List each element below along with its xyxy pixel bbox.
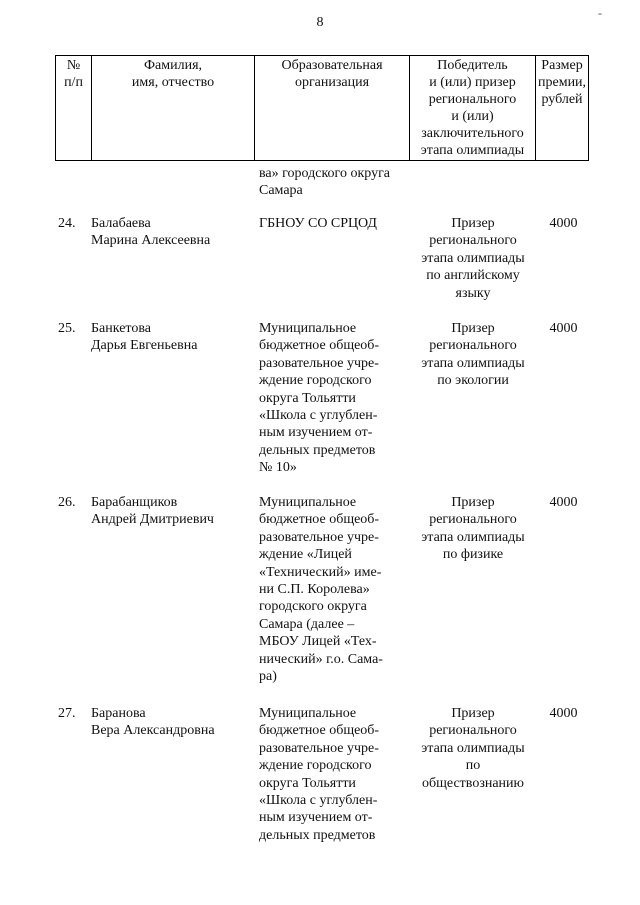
text-line: «Школа с углублен- xyxy=(259,793,378,809)
text-line: ни С.П. Королева» xyxy=(259,582,370,598)
row-organization xyxy=(259,705,407,844)
text-line: этапа олимпиады xyxy=(421,529,525,545)
text-line: Барабанщиков xyxy=(91,495,178,510)
row-organization xyxy=(259,320,407,477)
text-line: Муниципальное xyxy=(259,495,357,510)
header-col-organization xyxy=(255,56,410,161)
text-line: Банкетова xyxy=(91,321,151,336)
text-line: Марина Алексеевна xyxy=(91,233,211,249)
corner-mark: - xyxy=(598,6,602,20)
row-result xyxy=(412,215,534,302)
text-line: организация xyxy=(294,75,370,90)
text-line: ждение городского xyxy=(259,373,372,389)
text-line: обществознанию xyxy=(422,775,524,791)
row-result xyxy=(412,705,534,792)
text-line: дельных предметов xyxy=(259,442,376,458)
text-line: ждение «Лицей xyxy=(259,547,352,563)
text-line: № 10» xyxy=(259,460,297,476)
text-line: этапа олимпиады xyxy=(421,740,525,756)
text-line: регионального xyxy=(429,512,517,528)
row-name xyxy=(91,705,251,740)
row-organization xyxy=(259,215,407,232)
header-col-number xyxy=(56,56,92,161)
text-line: ждение городского xyxy=(259,758,372,774)
text-line: по xyxy=(465,758,481,774)
text-line: Призер xyxy=(451,216,495,231)
text-line: Андрей Дмитриевич xyxy=(91,512,214,528)
text-line: Призер xyxy=(451,321,495,336)
row-amount: 4000 xyxy=(549,495,578,510)
text-line: бюджетное общеоб- xyxy=(259,338,380,354)
text-line: регионального xyxy=(429,723,517,739)
row-result xyxy=(412,494,534,564)
row-number: 27. xyxy=(58,706,76,721)
header-col-result xyxy=(410,56,536,161)
text-line: ным изучением от- xyxy=(259,810,373,826)
row-number: 25. xyxy=(58,321,76,336)
text-line: ра) xyxy=(259,669,277,685)
text-line: Самара (далее – xyxy=(259,616,355,632)
row-number: 26. xyxy=(58,495,76,510)
text-line: п/п xyxy=(64,75,83,90)
text-line: бюджетное общеоб- xyxy=(259,512,380,528)
text-line: имя, отчество xyxy=(131,75,215,90)
header-col-amount xyxy=(536,56,589,161)
row-organization xyxy=(259,494,407,685)
text-line: языку xyxy=(455,285,491,301)
text-line: Размер xyxy=(541,58,583,73)
text-line: по физике xyxy=(442,547,504,563)
text-line: ГБНОУ СО СРЦОД xyxy=(259,216,377,231)
text-line: разовательное учре- xyxy=(259,740,379,756)
text-line: и (или) xyxy=(451,109,494,124)
text-line: по английскому xyxy=(426,268,520,284)
text-line: и (или) призер xyxy=(429,75,516,90)
text-line: МБОУ Лицей «Тех- xyxy=(259,634,377,650)
text-line: Дарья Евгеньевна xyxy=(91,338,198,354)
text-line: регионального xyxy=(429,338,517,354)
text-line: Муниципальное xyxy=(259,321,357,336)
row-name xyxy=(91,215,251,250)
text-line: этапа олимпиады xyxy=(421,250,525,266)
text-line: Баранова xyxy=(91,706,146,721)
text-line: бюджетное общеоб- xyxy=(259,723,380,739)
text-line: ным изучением от- xyxy=(259,425,373,441)
text-line: разовательное учре- xyxy=(259,529,379,545)
text-line: этапа олимпиады xyxy=(421,355,525,371)
text-line: округа Тольятти xyxy=(259,775,356,791)
text-line: разовательное учре- xyxy=(259,355,379,371)
row-amount: 4000 xyxy=(549,706,578,721)
text-line: Муниципальное xyxy=(259,706,357,721)
text-line: нический» г.о. Сама- xyxy=(259,651,383,667)
text-line: Фамилия, xyxy=(143,58,203,73)
row-name xyxy=(91,320,251,355)
text-line: округа Тольятти xyxy=(259,390,356,406)
text-line: ва» городского округа xyxy=(259,166,391,181)
row-amount: 4000 xyxy=(549,216,578,231)
row-amount: 4000 xyxy=(549,321,578,336)
row-number: 24. xyxy=(58,216,76,231)
text-line: Вера Александровна xyxy=(91,723,215,739)
text-line: № xyxy=(66,58,81,73)
text-line: Балабаева xyxy=(91,216,151,231)
text-line: регионального xyxy=(429,233,517,249)
text-line: Призер xyxy=(451,706,495,721)
page-number: 8 xyxy=(316,15,324,30)
text-line: премии, xyxy=(538,75,587,90)
text-line: заключительного xyxy=(421,126,524,141)
text-line: Самара xyxy=(259,183,303,199)
text-line: городского округа xyxy=(259,599,367,615)
text-line: дельных предметов xyxy=(259,827,376,843)
text-line: этапа олимпиады xyxy=(420,143,525,158)
text-line: «Технический» име- xyxy=(259,564,382,580)
continuation-org xyxy=(259,165,407,200)
text-line: регионального xyxy=(428,92,517,107)
row-name xyxy=(91,494,251,529)
header-col-name xyxy=(92,56,255,161)
text-line: «Школа с углублен- xyxy=(259,408,378,424)
row-result xyxy=(412,320,534,390)
text-line: Победитель xyxy=(437,58,508,73)
text-line: по экологии xyxy=(437,373,509,389)
text-line: Призер xyxy=(451,495,495,510)
text-line: Образовательная xyxy=(281,58,383,73)
text-line: рублей xyxy=(541,92,583,107)
table-header xyxy=(55,55,589,161)
